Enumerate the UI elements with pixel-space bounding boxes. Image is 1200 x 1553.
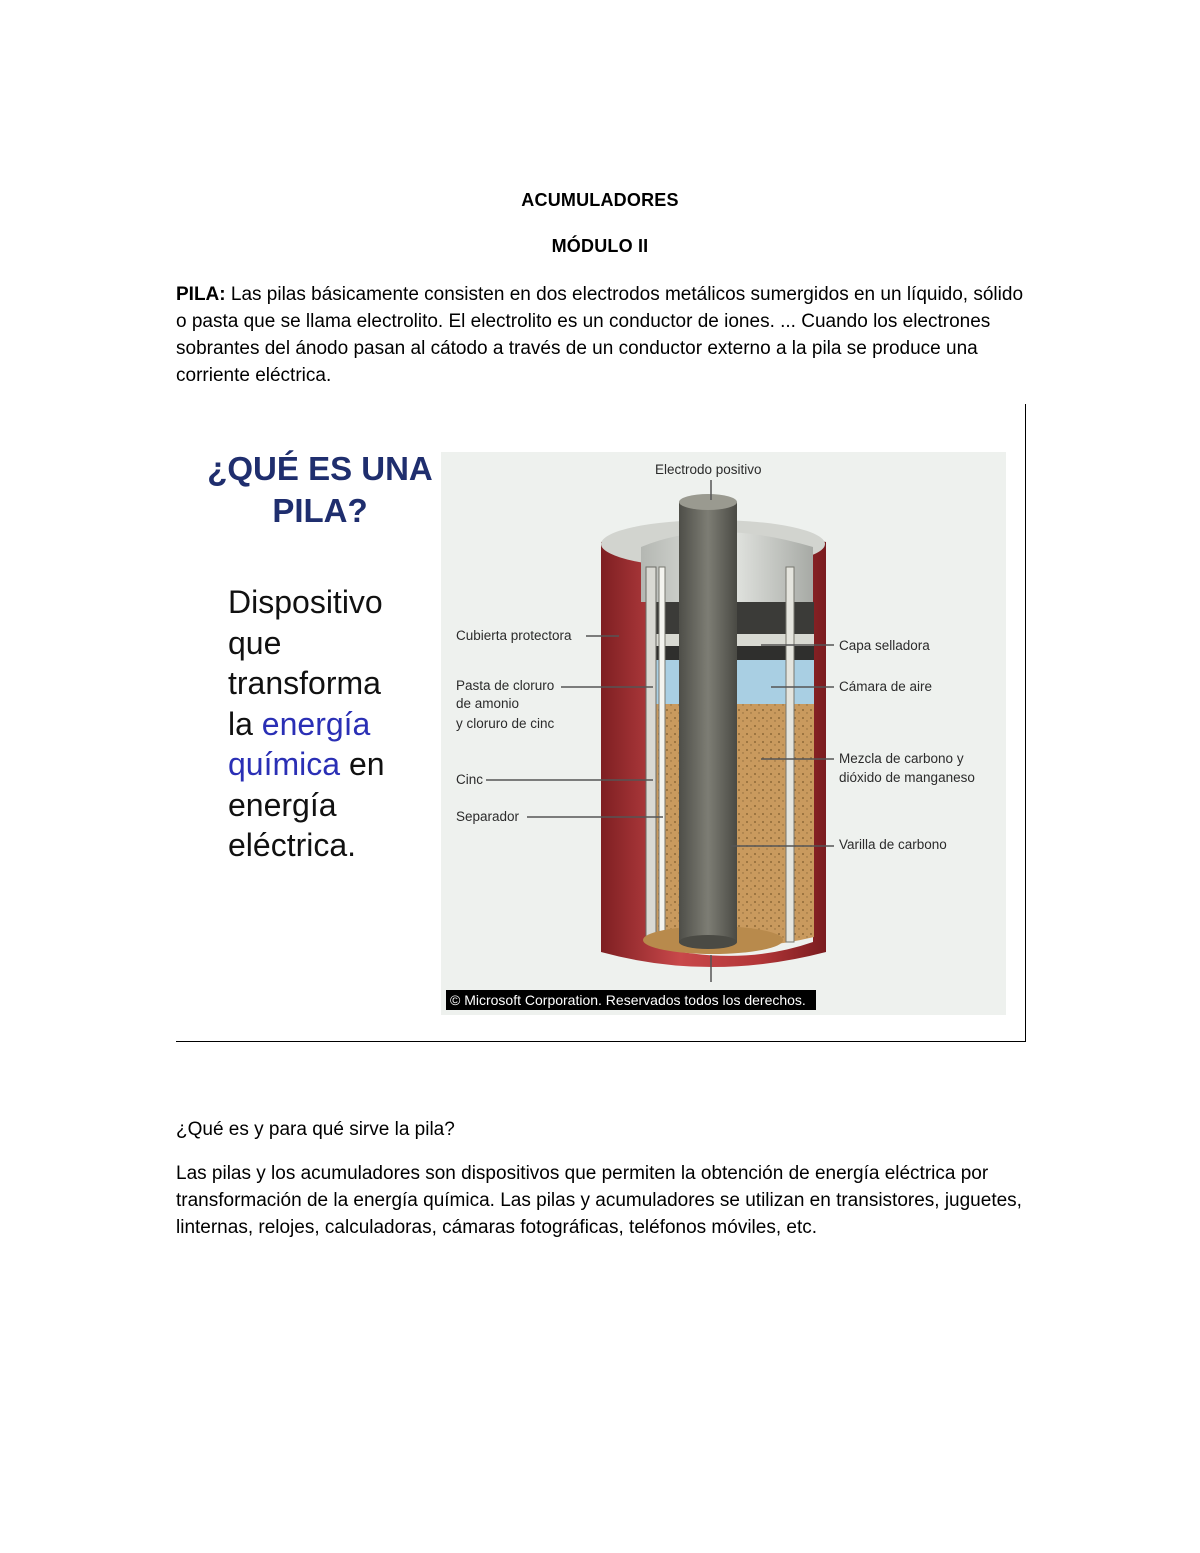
battery-diagram xyxy=(441,452,1006,1015)
label-pasta-line2: de amonio xyxy=(456,696,520,711)
slide-definition xyxy=(228,582,438,866)
label-pasta-line1: Pasta de cloruro xyxy=(456,678,555,693)
label-cinc: Cinc xyxy=(456,772,484,787)
document-title: ACUMULADORES xyxy=(521,190,679,210)
definition-line xyxy=(228,704,438,745)
definition-highlight: energía xyxy=(261,705,371,742)
label-cubierta-protectora: Cubierta protectora xyxy=(456,628,572,643)
label-electrodo-positivo: Electrodo positivo xyxy=(655,462,762,477)
question-heading: ¿Qué es y para qué sirve la pila? xyxy=(176,1119,455,1140)
battery-cutaway-illustration xyxy=(441,452,1006,1015)
rod-top xyxy=(679,494,737,510)
label-pasta-line3: y cloruro de cinc xyxy=(456,716,555,731)
definition-line: transforma xyxy=(228,665,381,701)
definition-line: Dispositivo xyxy=(228,584,383,620)
definition-line: energía xyxy=(228,786,337,823)
intro-text: Las pilas básicamente consisten en dos electrodos metálicos sumergidos en un líquido, sólido o pasta que se llama electrolito. El electrolito es un conductor de iones. ... Cuando los electrones sobrantes del ánodo pasan al cátodo a través de un conductor externo a la pila se produce una corriente eléctrica. xyxy=(176,284,1024,386)
definition-line: eléctrica. xyxy=(228,827,357,863)
inner-wall xyxy=(786,567,794,942)
label-mezcla-line1: Mezcla de carbono y xyxy=(839,751,964,766)
slide-title xyxy=(200,448,440,532)
slide-title-line-1: ¿QUÉ ES UNA xyxy=(207,450,433,487)
definition-highlight: química xyxy=(228,746,341,782)
intro-paragraph xyxy=(176,281,1036,389)
definition-text: en xyxy=(340,746,385,782)
rod-bottom xyxy=(679,935,737,949)
slide-title-line-2: PILA? xyxy=(272,492,368,529)
answer-paragraph: Las pilas y los acumuladores son dispositivos que permiten la obtención de energía eléctrica por transformación de la energía química. Las pilas y acumuladores se utilizan en transistores, juguetes, linternas, relojes, calculadoras, cámaras fotográficas, teléfonos móviles, etc. xyxy=(176,1163,1022,1238)
label-separador: Separador xyxy=(456,809,520,824)
zinc-layer xyxy=(646,567,656,942)
label-camara-aire: Cámara de aire xyxy=(839,679,933,694)
document-subtitle: MÓDULO II xyxy=(551,236,649,256)
definition-line xyxy=(228,744,438,785)
separator-layer xyxy=(659,567,665,942)
copyright-notice: © Microsoft Corporation. Reservados todos los derechos. xyxy=(450,992,806,1008)
label-varilla-carbono: Varilla de carbono xyxy=(839,837,947,852)
carbon-rod xyxy=(679,502,737,942)
label-mezcla-line2: dióxido de manganeso xyxy=(839,770,975,785)
definition-line: que xyxy=(228,624,282,661)
intro-term: PILA: xyxy=(176,284,226,305)
label-capa-selladora: Capa selladora xyxy=(839,638,930,653)
definition-text: la xyxy=(228,705,262,742)
